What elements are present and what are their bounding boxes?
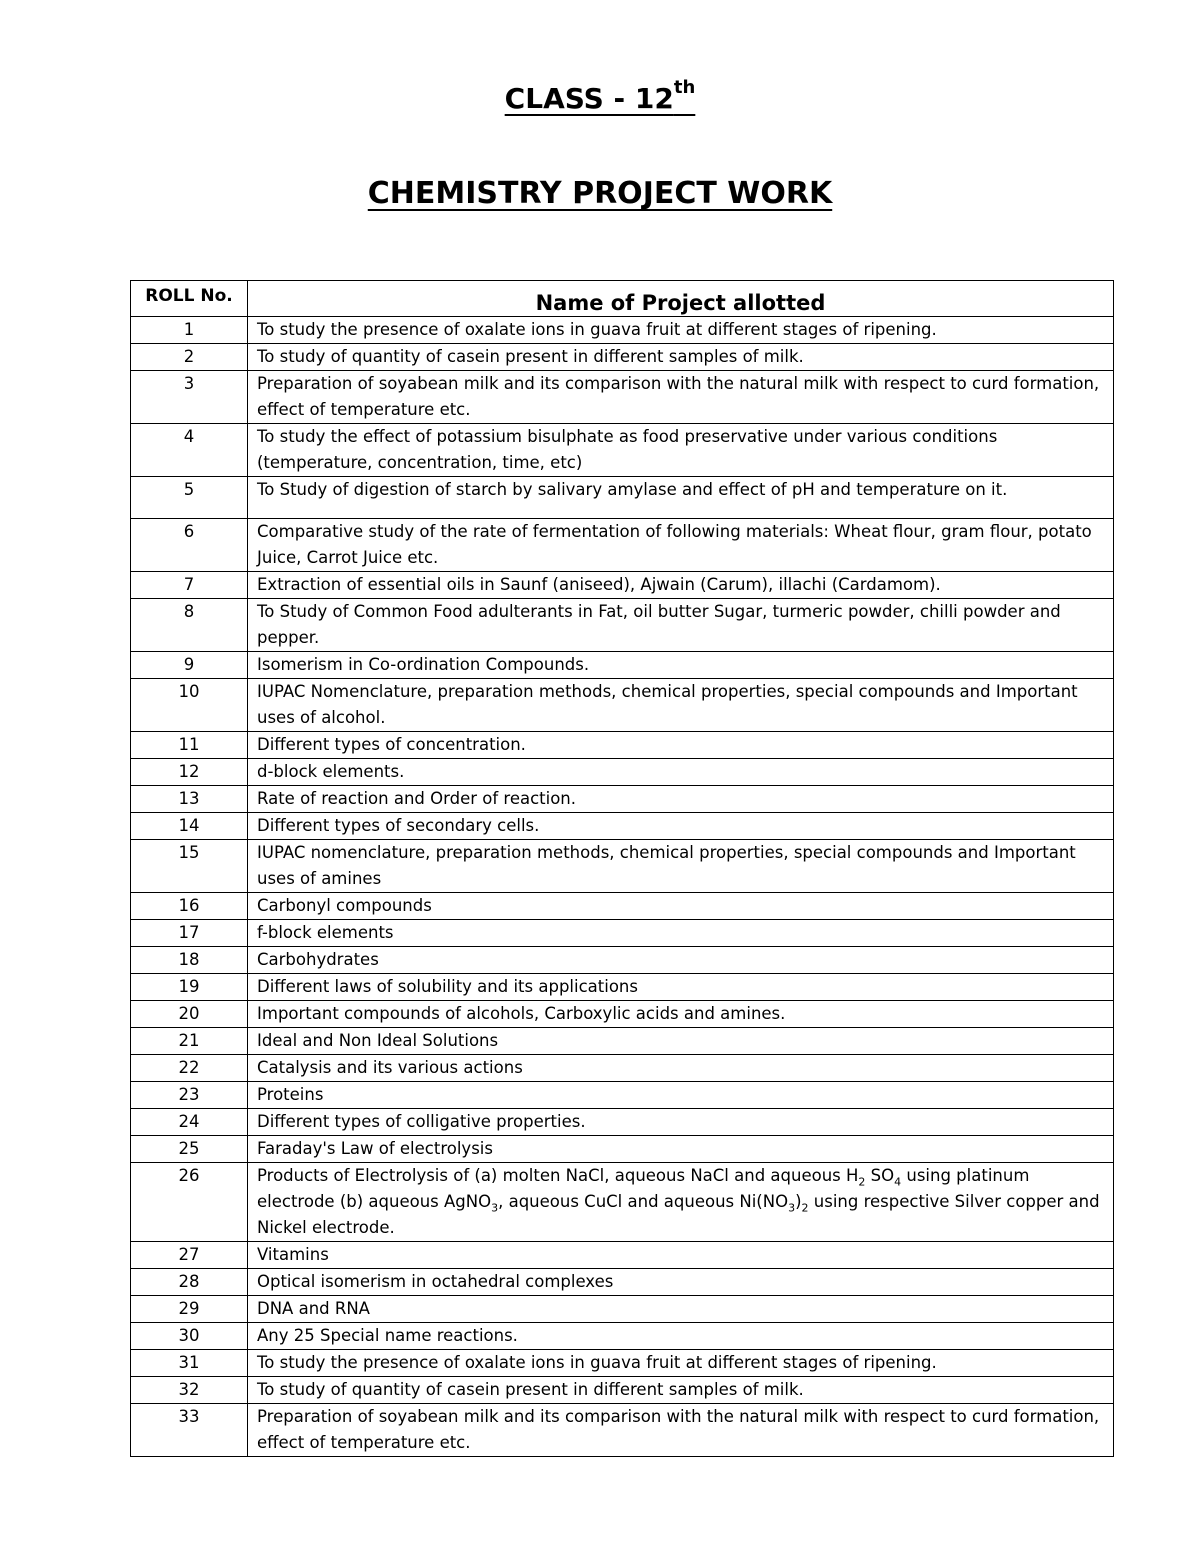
- roll-number: 16: [131, 893, 248, 920]
- class-superscript: th: [673, 77, 696, 98]
- table-row: [131, 1404, 1114, 1457]
- project-name: DNA and RNA: [248, 1296, 1114, 1323]
- subject-title: CHEMISTRY PROJECT WORK: [367, 176, 833, 211]
- roll-number: 8: [131, 599, 248, 652]
- table-row: [131, 1055, 1114, 1082]
- project-name: Rate of reaction and Order of reaction.: [248, 786, 1114, 813]
- table-row: [131, 893, 1114, 920]
- table-row: [131, 813, 1114, 840]
- roll-number: 23: [131, 1082, 248, 1109]
- project-name: To study of quantity of casein present in different samples of milk.: [248, 344, 1114, 371]
- table-row: [131, 519, 1114, 572]
- table-row: [131, 317, 1114, 344]
- project-name: To study the presence of oxalate ions in guava fruit at different stages of ripening.: [248, 1350, 1114, 1377]
- roll-number: 9: [131, 652, 248, 679]
- roll-number: 24: [131, 1109, 248, 1136]
- roll-number: 33: [131, 1404, 248, 1457]
- project-name: [248, 1163, 1114, 1242]
- formula-subscript: 3: [788, 1201, 796, 1215]
- roll-number: 6: [131, 519, 248, 572]
- table-body: [131, 317, 1114, 1457]
- roll-number: 17: [131, 920, 248, 947]
- project-name: Preparation of soyabean milk and its comparison with the natural milk with respect to curd formation, effect of temperature etc.: [248, 1404, 1114, 1457]
- project-name: Carbohydrates: [248, 947, 1114, 974]
- table-row: [131, 572, 1114, 599]
- formula-subscript: 4: [894, 1175, 902, 1189]
- table-row: [131, 840, 1114, 893]
- table-row: [131, 679, 1114, 732]
- project-text-part: SO: [865, 1166, 895, 1185]
- table-row: [131, 974, 1114, 1001]
- formula-subscript: 2: [858, 1175, 866, 1189]
- project-name: IUPAC Nomenclature, preparation methods, chemical properties, special compounds and Important uses of alcohol.: [248, 679, 1114, 732]
- project-name: Extraction of essential oils in Saunf (aniseed), Ajwain (Carum), illachi (Cardamom).: [248, 572, 1114, 599]
- table-row: [131, 786, 1114, 813]
- roll-number: 26: [131, 1163, 248, 1242]
- roll-number: 20: [131, 1001, 248, 1028]
- project-name: Any 25 Special name reactions.: [248, 1323, 1114, 1350]
- project-name: To study of quantity of casein present in different samples of milk.: [248, 1377, 1114, 1404]
- table-row: [131, 1028, 1114, 1055]
- table-row: [131, 424, 1114, 477]
- project-name: Different types of concentration.: [248, 732, 1114, 759]
- table-row: [131, 1109, 1114, 1136]
- project-name: Isomerism in Co-ordination Compounds.: [248, 652, 1114, 679]
- roll-number: 30: [131, 1323, 248, 1350]
- project-name: IUPAC nomenclature, preparation methods, chemical properties, special compounds and Important uses of amines: [248, 840, 1114, 893]
- roll-number: 27: [131, 1242, 248, 1269]
- roll-number: 19: [131, 974, 248, 1001]
- project-column-header: Name of Project allotted: [248, 281, 1114, 317]
- project-name: Comparative study of the rate of fermentation of following materials: Wheat flour, gram flour, potato Juice, Carrot Juice etc.: [248, 519, 1114, 572]
- roll-number: 29: [131, 1296, 248, 1323]
- table-row: [131, 1163, 1114, 1242]
- table-row: [131, 652, 1114, 679]
- table-row: [131, 1269, 1114, 1296]
- roll-number: 2: [131, 344, 248, 371]
- roll-number: 7: [131, 572, 248, 599]
- roll-number: 28: [131, 1269, 248, 1296]
- project-name: To study the effect of potassium bisulphate as food preservative under various conditions (temperature, concentration, time, etc): [248, 424, 1114, 477]
- project-text-part: using platinum electrode (b) aqueous AgNO: [257, 1166, 1030, 1211]
- project-name: To Study of Common Food adulterants in Fat, oil butter Sugar, turmeric powder, chilli powder and pepper.: [248, 599, 1114, 652]
- project-name: To Study of digestion of starch by salivary amylase and effect of pH and temperature on it.: [248, 477, 1114, 519]
- roll-number: 1: [131, 317, 248, 344]
- project-name: Proteins: [248, 1082, 1114, 1109]
- roll-column-header: ROLL No.: [131, 281, 248, 317]
- table-row: [131, 947, 1114, 974]
- table-row: [131, 599, 1114, 652]
- roll-number: 11: [131, 732, 248, 759]
- table-row: [131, 1082, 1114, 1109]
- formula-subscript: 3: [491, 1201, 499, 1215]
- project-name: Different laws of solubility and its applications: [248, 974, 1114, 1001]
- roll-number: 22: [131, 1055, 248, 1082]
- roll-number: 21: [131, 1028, 248, 1055]
- project-name: f-block elements: [248, 920, 1114, 947]
- roll-number: 10: [131, 679, 248, 732]
- project-name: Carbonyl compounds: [248, 893, 1114, 920]
- roll-number: 3: [131, 371, 248, 424]
- project-text-part: , aqueous CuCl and aqueous Ni(NO: [498, 1192, 789, 1211]
- roll-number: 25: [131, 1136, 248, 1163]
- roll-number: 32: [131, 1377, 248, 1404]
- roll-number: 31: [131, 1350, 248, 1377]
- table-header-row: [131, 281, 1114, 317]
- table-row: [131, 1296, 1114, 1323]
- roll-number: 18: [131, 947, 248, 974]
- project-name: Ideal and Non Ideal Solutions: [248, 1028, 1114, 1055]
- roll-number: 12: [131, 759, 248, 786]
- project-text-part: Products of Electrolysis of (a) molten NaCl, aqueous NaCl and aqueous H: [257, 1166, 859, 1185]
- project-name: Different types of colligative properties.: [248, 1109, 1114, 1136]
- table-row: [131, 477, 1114, 519]
- table-row: [131, 1350, 1114, 1377]
- project-name: Optical isomerism in octahedral complexes: [248, 1269, 1114, 1296]
- table-row: [131, 759, 1114, 786]
- table-row: [131, 371, 1114, 424]
- table-row: [131, 1136, 1114, 1163]
- class-title: [0, 77, 1200, 115]
- project-name: Important compounds of alcohols, Carboxylic acids and amines.: [248, 1001, 1114, 1028]
- table-row: [131, 344, 1114, 371]
- project-text-part: ): [795, 1192, 802, 1211]
- project-name: Different types of secondary cells.: [248, 813, 1114, 840]
- table-row: [131, 732, 1114, 759]
- roll-number: 4: [131, 424, 248, 477]
- table-row: [131, 1001, 1114, 1028]
- table-row: [131, 1377, 1114, 1404]
- roll-number: 5: [131, 477, 248, 519]
- class-label: CLASS - 12: [504, 82, 674, 115]
- project-name: d-block elements.: [248, 759, 1114, 786]
- table-row: [131, 1323, 1114, 1350]
- roll-number: 13: [131, 786, 248, 813]
- project-table: [130, 280, 1114, 1457]
- project-name: Preparation of soyabean milk and its comparison with the natural milk with respect to curd formation, effect of temperature etc.: [248, 371, 1114, 424]
- roll-number: 14: [131, 813, 248, 840]
- project-text-part: using respective Silver copper and Nickel electrode.: [257, 1192, 1100, 1237]
- table-row: [131, 920, 1114, 947]
- project-name: Faraday's Law of electrolysis: [248, 1136, 1114, 1163]
- roll-number: 15: [131, 840, 248, 893]
- project-name: To study the presence of oxalate ions in guava fruit at different stages of ripening.: [248, 317, 1114, 344]
- table-row: [131, 1242, 1114, 1269]
- formula-subscript: 2: [801, 1201, 809, 1215]
- project-name: Catalysis and its various actions: [248, 1055, 1114, 1082]
- project-name: Vitamins: [248, 1242, 1114, 1269]
